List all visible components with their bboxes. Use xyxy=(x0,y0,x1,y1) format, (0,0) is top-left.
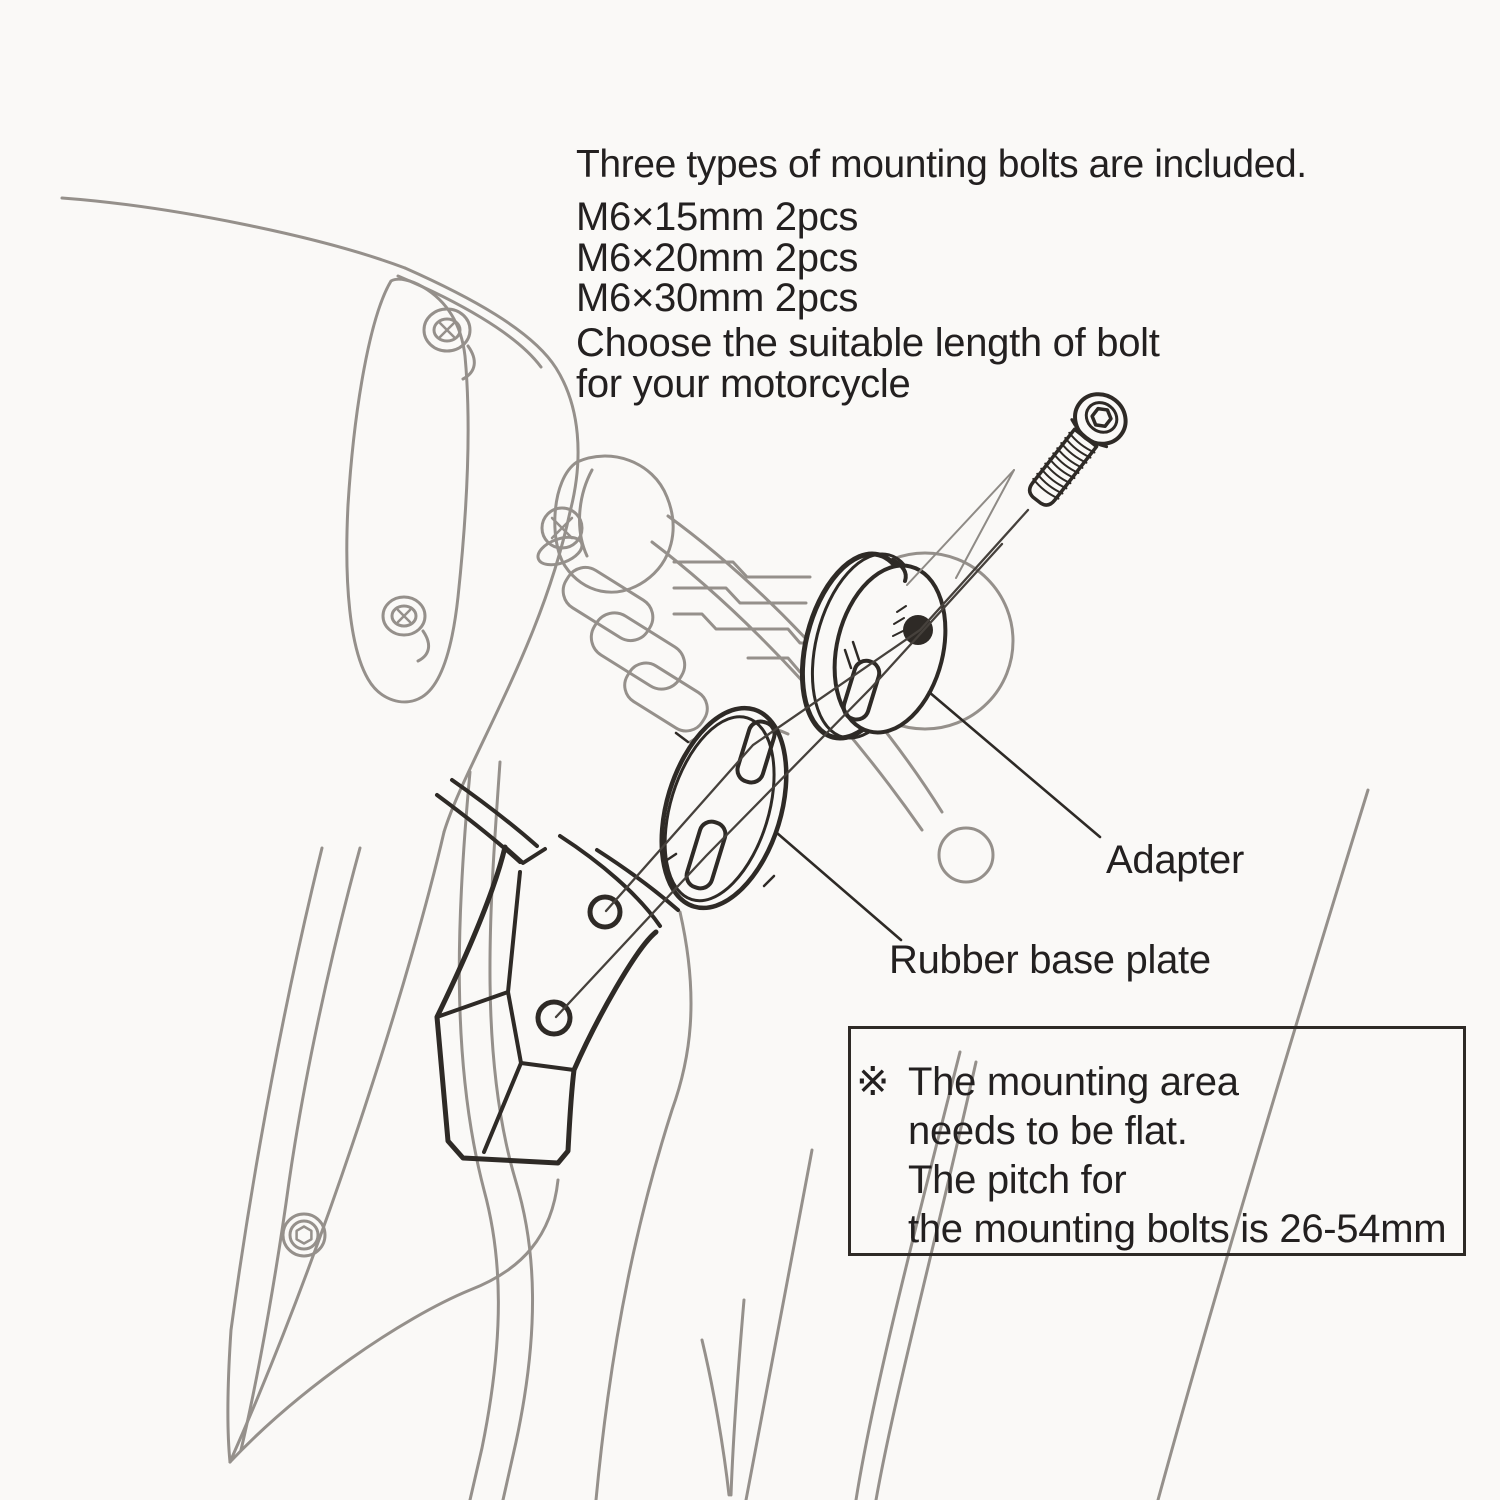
windscreen-screw-bottom xyxy=(383,597,429,661)
bolt-size-m6x20: M6×20mm 2pcs xyxy=(576,236,859,280)
instruction-line-2: for your motorcycle xyxy=(576,362,911,406)
note-line-1: The mounting area xyxy=(908,1060,1239,1104)
note-line-3: The pitch for xyxy=(908,1158,1127,1202)
note-line-2: needs to be flat. xyxy=(908,1109,1188,1153)
adapter-drawing xyxy=(785,543,962,750)
heading-text: Three types of mounting bolts are included. xyxy=(576,143,1307,186)
rubber-base-plate-label: Rubber base plate xyxy=(889,938,1211,982)
mounting-bracket-sketch xyxy=(437,780,678,1163)
note-line-4: the mounting bolts is 26-54mm xyxy=(908,1207,1447,1251)
adapter-leader-line xyxy=(929,692,1100,837)
handlebar-sketch xyxy=(534,456,714,738)
instruction-line-1: Choose the suitable length of bolt xyxy=(576,321,1160,365)
bolt-drawing xyxy=(1016,384,1135,516)
rubber-plate-leader-line xyxy=(777,833,901,940)
reference-mark: ※ xyxy=(856,1060,890,1104)
mounting-note-text xyxy=(908,1058,1446,1254)
rubber-base-plate-drawing xyxy=(639,693,808,923)
fairing-hex-screw xyxy=(283,1214,325,1256)
bolt-size-m6x15: M6×15mm 2pcs xyxy=(576,195,859,239)
windscreen-sketch xyxy=(62,198,578,832)
adapter-label: Adapter xyxy=(1106,838,1244,882)
bolt-size-m6x30: M6×30mm 2pcs xyxy=(576,276,859,320)
assembly-guide-lines xyxy=(556,470,1100,1017)
